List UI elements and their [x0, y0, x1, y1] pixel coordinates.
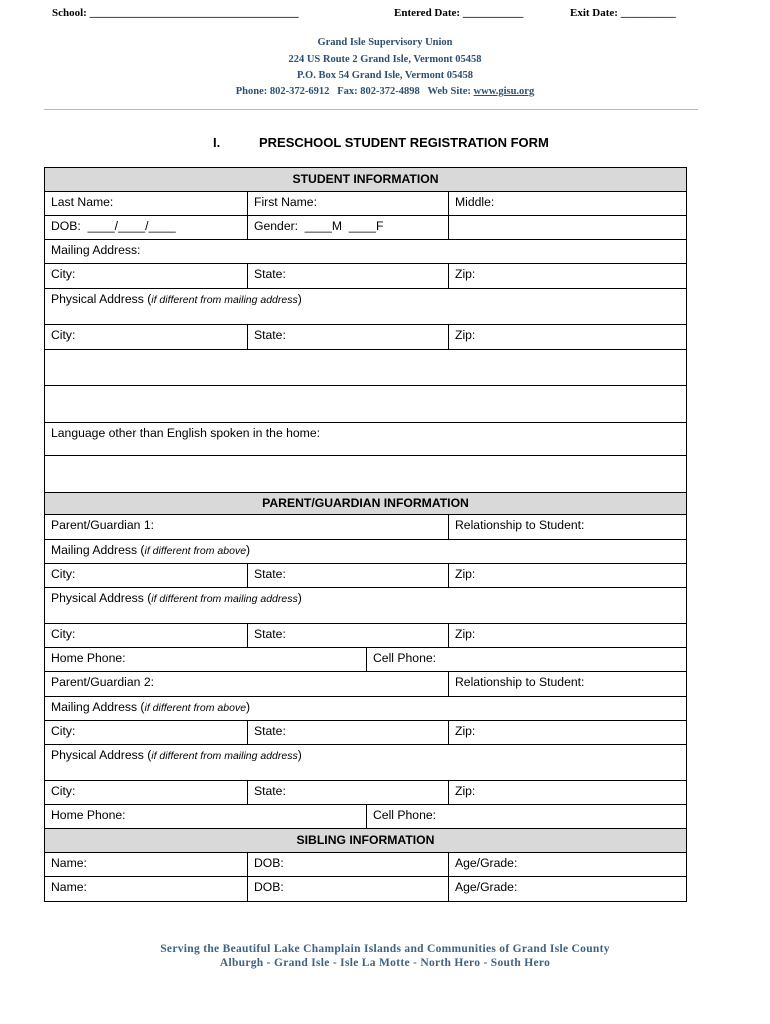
sibling-age-grade-field[interactable]: Age/Grade: [448, 877, 686, 901]
zip-field[interactable]: Zip: [448, 624, 686, 647]
physical-address-field[interactable] [45, 289, 686, 324]
parent2-city-row-2 [45, 781, 686, 805]
lives-with-field[interactable] [45, 456, 686, 492]
language-field[interactable]: Language other than English spoken in the home: [51, 426, 320, 440]
label: ) [246, 700, 251, 714]
footer-line-2: Alburgh - Grand Isle - Isle La Motte - North Hero - South Hero [219, 957, 551, 969]
relationship1-field[interactable]: Relationship to Student: [448, 515, 686, 539]
cell-phone-field[interactable]: Cell Phone: [366, 648, 686, 671]
zip-field[interactable]: Zip: [448, 564, 686, 587]
parent1-physical-field[interactable] [45, 588, 686, 623]
entered-date-field: Entered Date: ___________ [394, 7, 524, 19]
sibling-age-grade-field[interactable]: Age/Grade: [448, 853, 686, 876]
zip-field[interactable]: Zip: [448, 721, 686, 744]
dob-field[interactable]: DOB: ____/____/____ [51, 219, 176, 233]
label: ) [297, 748, 302, 762]
parent1-mailing-row [45, 540, 686, 564]
race-row [45, 386, 686, 423]
parent1-row [45, 515, 686, 540]
relationship2-field[interactable]: Relationship to Student: [448, 672, 686, 696]
gender-field[interactable]: Gender: ____M ____F [247, 216, 448, 239]
org-contact [0, 86, 770, 97]
state-field[interactable]: State: [247, 624, 448, 647]
middle-name-field[interactable]: Middle: [448, 192, 686, 215]
header-fields [52, 7, 692, 23]
org-address-2: P.O. Box 54 Grand Isle, Vermont 05458 [296, 70, 474, 81]
label-note: if different from above [144, 545, 247, 557]
sibling-name-field[interactable]: Name: [51, 880, 87, 894]
name-row [45, 192, 686, 216]
parent1-city-row [45, 564, 686, 588]
zip-field[interactable]: Zip: [448, 325, 686, 349]
parent1-mailing-field[interactable] [45, 540, 686, 563]
state-field[interactable]: State: [247, 564, 448, 587]
sibling-name-field[interactable]: Name: [51, 856, 87, 870]
sibling-dob-field[interactable]: DOB: [247, 877, 448, 901]
first-name-field[interactable]: First Name: [247, 192, 448, 215]
sibling-row [45, 877, 686, 901]
parent2-mailing-field[interactable] [45, 697, 686, 720]
state-field[interactable]: State: [247, 721, 448, 744]
exit-date-field: Exit Date: __________ [570, 7, 676, 19]
label-note: if different from mailing address [151, 750, 298, 762]
last-name-field[interactable]: Last Name: [51, 195, 114, 209]
dob-row [45, 216, 686, 240]
student-info-header-label: STUDENT INFORMATION [292, 172, 439, 186]
city-field[interactable]: City: [51, 567, 76, 581]
race-line-1 [51, 421, 680, 422]
parent2-field[interactable]: Parent/Guardian 2: [51, 675, 154, 689]
sibling-info-header [45, 829, 686, 853]
race-field[interactable] [45, 386, 686, 422]
label: ) [246, 543, 251, 557]
state-field[interactable]: State: [247, 264, 448, 288]
title-text: PRESCHOOL STUDENT REGISTRATION FORM [259, 135, 549, 150]
parent1-phone-row [45, 648, 686, 672]
parent1-field[interactable]: Parent/Guardian 1: [51, 518, 154, 532]
label: Mailing Address ( [51, 543, 145, 557]
physical-row [45, 289, 686, 325]
label: Physical Address ( [51, 292, 152, 306]
language-row [45, 423, 686, 456]
city-row-2 [45, 325, 686, 350]
mailing-row [45, 240, 686, 264]
student-info-header [45, 168, 686, 192]
org-address-1: 224 US Route 2 Grand Isle, Vermont 05458 [288, 54, 482, 65]
org-name: Grand Isle Supervisory Union [317, 37, 453, 48]
eligibility-field[interactable] [45, 350, 686, 385]
label: Physical Address ( [51, 748, 152, 762]
parent1-physical-row [45, 588, 686, 624]
mailing-address-field[interactable]: Mailing Address: [51, 243, 141, 257]
label-note: if different from above [144, 702, 247, 714]
label: ) [297, 591, 302, 605]
footer-line-1: Serving the Beautiful Lake Champlain Islands and Communities of Grand Isle County [160, 943, 610, 955]
label: ) [297, 292, 302, 306]
home-phone-field[interactable]: Home Phone: [51, 651, 126, 665]
city-field[interactable]: City: [51, 627, 76, 641]
parent2-row [45, 672, 686, 697]
home-phone-field[interactable]: Home Phone: [51, 808, 126, 822]
empty-cell [448, 216, 686, 239]
zip-field[interactable]: Zip: [448, 264, 686, 288]
eligibility-row [45, 350, 686, 386]
city-row [45, 264, 686, 289]
website-link[interactable]: www.gisu.org [473, 86, 535, 97]
city-field[interactable]: City: [51, 328, 76, 342]
label-note: if different from mailing address [151, 593, 298, 605]
label: Physical Address ( [51, 591, 152, 605]
parent-info-header [45, 493, 686, 515]
cell-phone-field[interactable]: Cell Phone: [366, 805, 686, 828]
city-field[interactable]: City: [51, 784, 76, 798]
parent2-physical-row [45, 745, 686, 781]
parent2-physical-field[interactable] [45, 745, 686, 780]
lives-with-row [45, 456, 686, 493]
label: Mailing Address ( [51, 700, 145, 714]
school-field: School: ______________________________________ [52, 7, 299, 19]
registration-form [44, 167, 687, 902]
state-field[interactable]: State: [247, 325, 448, 349]
city-field[interactable]: City: [51, 724, 76, 738]
parent1-city-row-2 [45, 624, 686, 648]
parent2-phone-row [45, 805, 686, 829]
state-field[interactable]: State: [247, 781, 448, 804]
sibling-info-header-label: SIBLING INFORMATION [296, 833, 435, 847]
section-number: I. [213, 135, 221, 150]
sibling-row [45, 853, 686, 877]
sibling-dob-field[interactable]: DOB: [247, 853, 448, 876]
zip-field[interactable]: Zip: [448, 781, 686, 804]
label-note: if different from mailing address [151, 294, 298, 306]
city-field[interactable]: City: [51, 267, 76, 281]
org-contact-text: Phone: 802-372-6912 Fax: 802-372-4898 Web Site: [235, 86, 474, 97]
parent-info-header-label: PARENT/GUARDIAN INFORMATION [262, 496, 469, 510]
parent2-mailing-row [45, 697, 686, 721]
divider [44, 109, 698, 110]
parent2-city-row [45, 721, 686, 745]
